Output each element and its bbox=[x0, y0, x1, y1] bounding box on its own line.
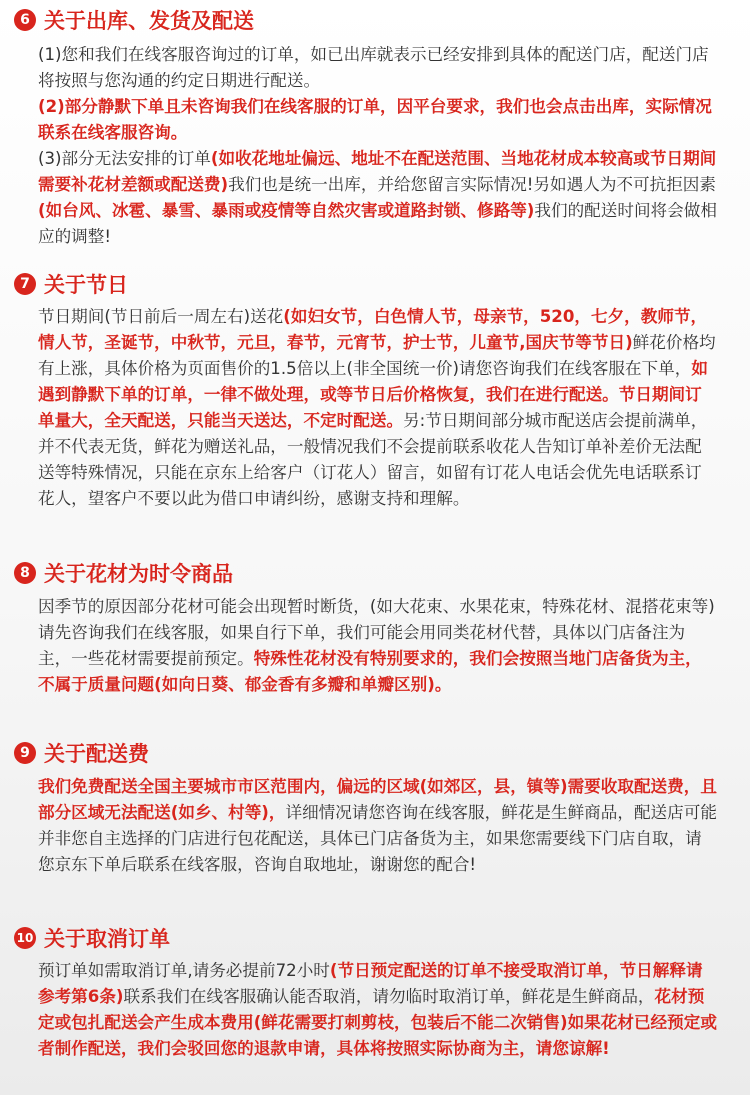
section-body bbox=[38, 774, 718, 878]
highlight-span: 如遇到静默下单的订单，一律不做处理，或等节日后价格恢复，我们在进行配送。节日期间订单量大，全天配送，只能当天送达，不定时配送。 bbox=[38, 359, 708, 430]
highlight-span: 花材预定或包扎配送会产生成本费用(鲜花需要打刺剪枝，包装后不能二次销售)如果花材已经预定或者制作配送，我们会驳回您的退款申请，具体将按照实际协商为主，请您谅解! bbox=[38, 987, 717, 1058]
section-heading: 关于花材为时令商品 bbox=[44, 562, 233, 586]
text-span: 我们的配送时间将会做相应的调整! bbox=[38, 201, 717, 246]
section-body bbox=[38, 304, 718, 512]
section-heading: 关于取消订单 bbox=[44, 927, 170, 951]
text-span: 我们也是统一出库，并给您留言实际情况!另如遇人为不可抗拒因素 bbox=[228, 175, 716, 194]
section-title-seasonal bbox=[0, 557, 233, 589]
text-span: (3)部分无法安排的订单 bbox=[38, 149, 211, 168]
paragraph-3 bbox=[38, 146, 718, 250]
text-span: 节日期间(节日前后一周左右)送花 bbox=[38, 307, 284, 326]
text-span: 另:节日期间部分城市配送店会提前满单，并不代表无货，鲜花为赠送礼品，一般情况我们不会提前联系收花人告知订单补差价无法配送等特殊情况，只能在京东上给客户（订花人）留言，如留有订花人电话会优先电话联系订花人，望客户不要以此为借口申请纠纷，感谢支持和理解。 bbox=[38, 411, 708, 508]
text-span: 预订单如需取消订单,请务必提前72小时 bbox=[38, 961, 330, 980]
paragraph-2: (2)部分静默下单且未咨询我们在线客服的订单，因平台要求，我们也会点击出库，实际情况联系在线客服咨询。 bbox=[38, 97, 712, 142]
highlight-span: (如台风、冰雹、暴雪、暴雨或疫情等自然灾害或道路封锁、修路等) bbox=[38, 201, 535, 220]
highlight-span: 我们免费配送全国主要城市市区范围内，偏远的区域(如郊区，县，镇等)需要收取配送费，且部分区域无法配送(如乡、村等)， bbox=[38, 777, 717, 822]
section-heading: 关于节日 bbox=[44, 273, 128, 297]
section-title-shipping bbox=[0, 4, 254, 36]
section-body bbox=[38, 42, 718, 250]
section-title-delivery-fee bbox=[0, 737, 149, 769]
section-heading: 关于出库、发货及配送 bbox=[44, 9, 254, 33]
section-heading: 关于配送费 bbox=[44, 742, 149, 766]
number-10-icon: 10 bbox=[14, 927, 36, 949]
text-span: 联系我们在线客服确认能否取消，请勿临时取消订单，鲜花是生鲜商品， bbox=[123, 987, 655, 1006]
number-7-icon: 7 bbox=[14, 273, 36, 295]
highlight-span: 特殊性花材没有特别要求的，我们会按照当地门店备货为主，不属于质量问题(如向日葵、郁金香有多瓣和单瓣区别)。 bbox=[38, 649, 702, 694]
highlight-span: (如妇女节，白色情人节，母亲节，520，七夕，教师节，情人节，圣诞节，中秋节，元旦，春节，元宵节，护士节，儿童节,国庆节等节日) bbox=[38, 307, 708, 352]
highlight-span: (如收花地址偏远、地址不在配送范围、当地花材成本较高或节日期间需要补花材差额或配送费) bbox=[38, 149, 717, 194]
section-title-cancel bbox=[0, 922, 170, 954]
section-body bbox=[38, 958, 718, 1062]
paragraph-1: (1)您和我们在线客服咨询过的订单，如已出库就表示已经安排到具体的配送门店，配送门店将按照与您沟通的约定日期进行配送。 bbox=[38, 45, 709, 90]
highlight-span: (节日预定配送的订单不接受取消订单，节日解释请参考第6条) bbox=[38, 961, 703, 1006]
section-title-holidays bbox=[0, 268, 128, 300]
text-span: 详细情况请您咨询在线客服，鲜花是生鲜商品，配送店可能并非您自主选择的门店进行包花配送，具体已门店备货为主，如果您需要线下门店自取，请您京东下单后联系在线客服，咨询自取地址，谢谢您的配合! bbox=[38, 803, 717, 874]
number-9-icon: 9 bbox=[14, 742, 36, 764]
text-span: 鲜花价格均有上涨，具体价格为页面售价的1.5倍以上(非全国统一价)请您咨询我们在线客服在下单， bbox=[38, 333, 716, 378]
text-span: 因季节的原因部分花材可能会出现暂时断货，(如大花束、水果花束，特殊花材、混搭花束等)请先咨询我们在线客服，如果自行下单，我们可能会用同类花材代替，具体以门店备注为主，一些花材需要提前预定。 bbox=[38, 597, 715, 668]
section-body bbox=[38, 594, 718, 698]
number-8-icon: 8 bbox=[14, 562, 36, 584]
number-6-icon: 6 bbox=[14, 9, 36, 31]
